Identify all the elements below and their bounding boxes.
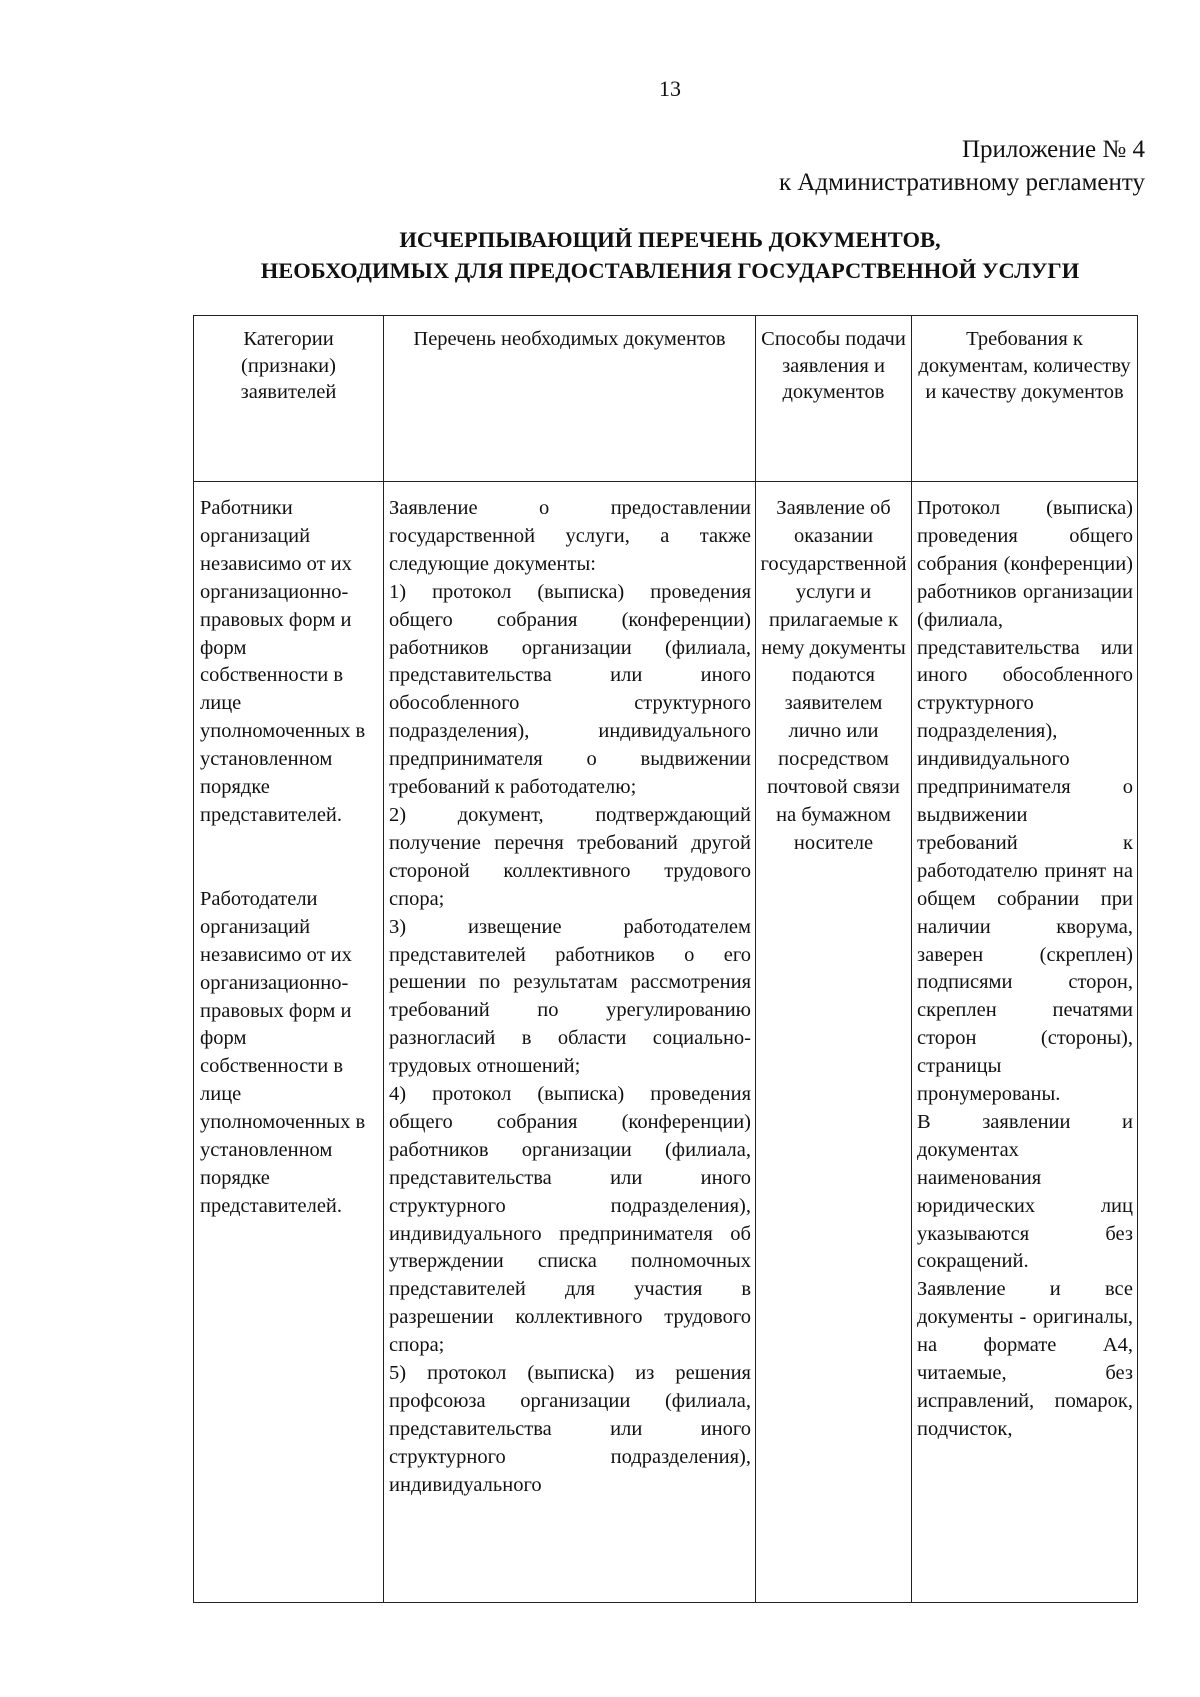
applicant-employers: Работодатели организаций независимо от их организационно-правовых форм и форм собственности в лице уполномоченных в установленном порядке представителей. — [200, 887, 366, 1217]
header-applicant-categories: Категории (признаки) заявителей — [194, 316, 384, 482]
document-title — [190, 224, 1150, 286]
applicants-cell — [194, 482, 384, 1603]
requirement-names: В заявлении и документах наименования юридических лиц указываются без сокращений. — [917, 1110, 1133, 1273]
requirement-protocol: Протокол (выписка) проведения общего собрания (конференции) работников организации (филиала, представительства или иного обособленного структурного подразделения), индивидуального предпринимателя о выдвижении требований к работодателю принят на общем собрании при наличии кворума, заверен (скреплен) подписями сторон, скреплен печатями сторон (стороны), страницы пронумерованы. — [917, 497, 1133, 1106]
documents-cell — [384, 482, 756, 1603]
documents-intro: Заявление о предоставлении государственной услуги, а также следующие документы: — [389, 497, 751, 575]
document-item-4: 4) протокол (выписка) проведения общего собрания (конференции) работников организации (филиала, представительства или иного структурного подразделения), индивидуального предпринимателя об утверждении списка полномочных представителей для участия в разрешении коллективного трудового спора; — [389, 1083, 751, 1357]
requirement-originals: Заявление и все документы - оригиналы, на формате А4, читаемые, без исправлений, помарок, подчисток, — [917, 1278, 1133, 1440]
submission-cell — [756, 482, 912, 1603]
appendix-reference — [600, 133, 1145, 199]
submission-method: Заявление об оказании государственной услуги и прилагаемые к нему документы подаются заявителем лично или посредством почтовой связи на бумажном носителе — [760, 497, 907, 854]
appendix-line-2: к Административному регламенту — [778, 169, 1145, 196]
header-required-documents: Перечень необходимых документов — [384, 316, 756, 482]
applicant-workers: Работники организаций независимо от их организационно-правовых форм и форм собственности в лице уполномоченных в установленном порядке представителей. — [200, 497, 366, 826]
document-item-5: 5) протокол (выписка) из решения профсоюза организации (филиала, представительства или иного структурного подразделения), индивидуального — [389, 1362, 751, 1496]
appendix-line-1: Приложение № 4 — [961, 136, 1145, 163]
document-item-1: 1) протокол (выписка) проведения общего собрания (конференции) работников организации (филиала, представительства или иного обособленного структурного подразделения), индивидуального предпринимателя о выдвижении требований к работодателю; — [389, 580, 751, 799]
header-submission-methods: Способы подачи заявления и документов — [756, 316, 912, 482]
requirements-cell — [912, 482, 1138, 1603]
documents-table — [193, 315, 1138, 1603]
header-document-requirements: Требования к документам, количеству и качеству документов — [912, 316, 1138, 482]
title-line-1: ИСЧЕРПЫВАЮЩИЙ ПЕРЕЧЕНЬ ДОКУМЕНТОВ, — [399, 227, 941, 252]
title-line-2: НЕОБХОДИМЫХ ДЛЯ ПРЕДОСТАВЛЕНИЯ ГОСУДАРСТВЕННОЙ УСЛУГИ — [260, 258, 1080, 283]
document-item-3: 3) извещение работодателем представителей работников о его решении по результатам рассмотрения требований по урегулированию разногласий в области социально-трудовых отношений; — [389, 915, 751, 1078]
table-row — [194, 482, 1138, 1603]
table-header-row — [194, 316, 1138, 482]
document-item-2: 2) документ, подтверждающий получение перечня требований другой стороной коллективного трудового спора; — [389, 803, 751, 910]
page-number: 13 — [659, 76, 681, 101]
